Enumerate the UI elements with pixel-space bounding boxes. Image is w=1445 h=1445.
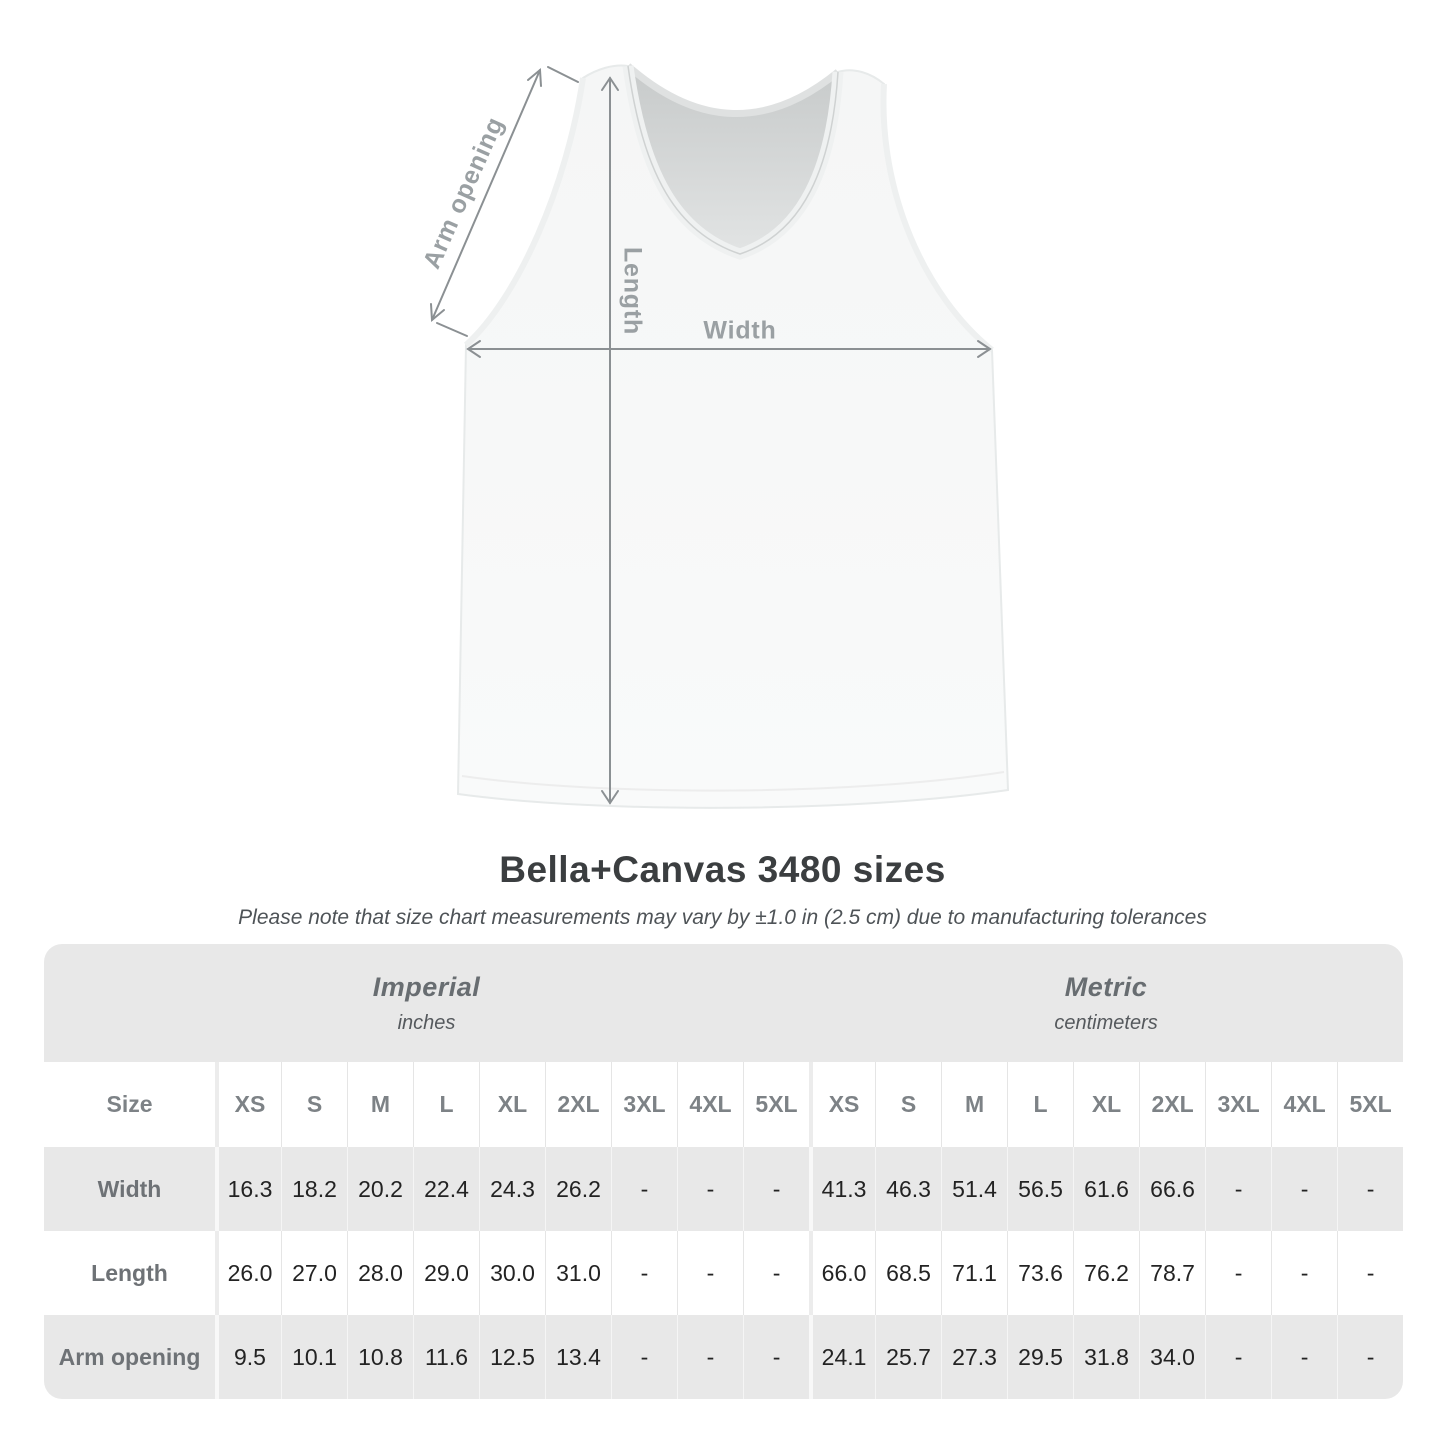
col-header-imperial-s: S (281, 1062, 347, 1147)
width-imperial-2xl: 26.2 (545, 1147, 611, 1231)
length-metric-s: 68.5 (875, 1231, 941, 1315)
row-label-width: Width (44, 1147, 215, 1231)
width-imperial-l: 22.4 (413, 1147, 479, 1231)
arm-metric-2xl: 34.0 (1139, 1315, 1205, 1399)
col-header-metric-3xl: 3XL (1205, 1062, 1271, 1147)
col-header-metric-xs: XS (809, 1062, 875, 1147)
size-table (44, 944, 1403, 1399)
width-imperial-xl: 24.3 (479, 1147, 545, 1231)
width-imperial-5xl: - (743, 1147, 809, 1231)
col-header-metric-m: M (941, 1062, 1007, 1147)
width-metric-2xl: 66.6 (1139, 1147, 1205, 1231)
metric-group-header (809, 944, 1403, 1062)
arm-imperial-5xl: - (743, 1315, 809, 1399)
width-imperial-s: 18.2 (281, 1147, 347, 1231)
col-header-imperial-3xl: 3XL (611, 1062, 677, 1147)
width-metric-xs: 41.3 (809, 1147, 875, 1231)
col-header-imperial-xl: XL (479, 1062, 545, 1147)
arm-metric-3xl: - (1205, 1315, 1271, 1399)
length-imperial-5xl: - (743, 1231, 809, 1315)
length-label: Length (618, 246, 647, 336)
unit-group-row (44, 944, 1403, 1062)
imperial-label: Imperial (372, 971, 481, 1002)
metric-label: Metric (1064, 971, 1148, 1002)
row-label-arm-opening: Arm opening (44, 1315, 215, 1399)
width-imperial-xs: 16.3 (215, 1147, 281, 1231)
length-metric-xl: 76.2 (1073, 1231, 1139, 1315)
length-imperial-m: 28.0 (347, 1231, 413, 1315)
col-header-imperial-l: L (413, 1062, 479, 1147)
col-header-metric-s: S (875, 1062, 941, 1147)
arm-opening-label: Arm opening (417, 112, 510, 273)
length-metric-3xl: - (1205, 1231, 1271, 1315)
width-metric-m: 51.4 (941, 1147, 1007, 1231)
table-row-length (44, 1231, 1403, 1315)
col-header-imperial-5xl: 5XL (743, 1062, 809, 1147)
col-header-imperial-2xl: 2XL (545, 1062, 611, 1147)
col-header-imperial-4xl: 4XL (677, 1062, 743, 1147)
arm-imperial-l: 11.6 (413, 1315, 479, 1399)
width-imperial-4xl: - (677, 1147, 743, 1231)
table-row-width (44, 1147, 1403, 1231)
length-imperial-2xl: 31.0 (545, 1231, 611, 1315)
arm-imperial-m: 10.8 (347, 1315, 413, 1399)
length-metric-xs: 66.0 (809, 1231, 875, 1315)
arm-metric-l: 29.5 (1007, 1315, 1073, 1399)
width-metric-3xl: - (1205, 1147, 1271, 1231)
col-header-metric-2xl: 2XL (1139, 1062, 1205, 1147)
arm-imperial-2xl: 13.4 (545, 1315, 611, 1399)
col-header-metric-5xl: 5XL (1337, 1062, 1403, 1147)
size-header-row (44, 1062, 1403, 1147)
col-header-size: Size (44, 1062, 215, 1147)
arm-imperial-xs: 9.5 (215, 1315, 281, 1399)
length-imperial-xl: 30.0 (479, 1231, 545, 1315)
arm-metric-5xl: - (1337, 1315, 1403, 1399)
col-header-metric-xl: XL (1073, 1062, 1139, 1147)
length-metric-l: 73.6 (1007, 1231, 1073, 1315)
arm-metric-4xl: - (1271, 1315, 1337, 1399)
length-metric-5xl: - (1337, 1231, 1403, 1315)
width-label: Width (703, 316, 777, 345)
col-header-imperial-xs: XS (215, 1062, 281, 1147)
page-title: Bella+Canvas 3480 sizes (499, 849, 946, 890)
arm-imperial-s: 10.1 (281, 1315, 347, 1399)
length-metric-2xl: 78.7 (1139, 1231, 1205, 1315)
width-metric-4xl: - (1271, 1147, 1337, 1231)
col-header-metric-4xl: 4XL (1271, 1062, 1337, 1147)
width-metric-l: 56.5 (1007, 1147, 1073, 1231)
imperial-unit: inches (397, 1011, 456, 1034)
length-imperial-l: 29.0 (413, 1231, 479, 1315)
metric-unit: centimeters (1054, 1011, 1158, 1034)
length-metric-4xl: - (1271, 1231, 1337, 1315)
tolerance-note: Please note that size chart measurements may vary by ±1.0 in (2.5 cm) due to manufacturing tolerances (238, 906, 1207, 929)
width-imperial-3xl: - (611, 1147, 677, 1231)
length-metric-m: 71.1 (941, 1231, 1007, 1315)
length-imperial-s: 27.0 (281, 1231, 347, 1315)
table-row-arm-opening (44, 1315, 1403, 1399)
arm-metric-xs: 24.1 (809, 1315, 875, 1399)
arm-imperial-3xl: - (611, 1315, 677, 1399)
width-metric-xl: 61.6 (1073, 1147, 1139, 1231)
width-metric-s: 46.3 (875, 1147, 941, 1231)
arm-metric-xl: 31.8 (1073, 1315, 1139, 1399)
arm-imperial-xl: 12.5 (479, 1315, 545, 1399)
length-imperial-xs: 26.0 (215, 1231, 281, 1315)
col-header-imperial-m: M (347, 1062, 413, 1147)
width-imperial-m: 20.2 (347, 1147, 413, 1231)
arm-metric-m: 27.3 (941, 1315, 1007, 1399)
width-metric-5xl: - (1337, 1147, 1403, 1231)
arm-metric-s: 25.7 (875, 1315, 941, 1399)
col-header-metric-l: L (1007, 1062, 1073, 1147)
length-imperial-3xl: - (611, 1231, 677, 1315)
imperial-group-header (44, 944, 809, 1062)
arm-imperial-4xl: - (677, 1315, 743, 1399)
row-label-length: Length (44, 1231, 215, 1315)
length-imperial-4xl: - (677, 1231, 743, 1315)
